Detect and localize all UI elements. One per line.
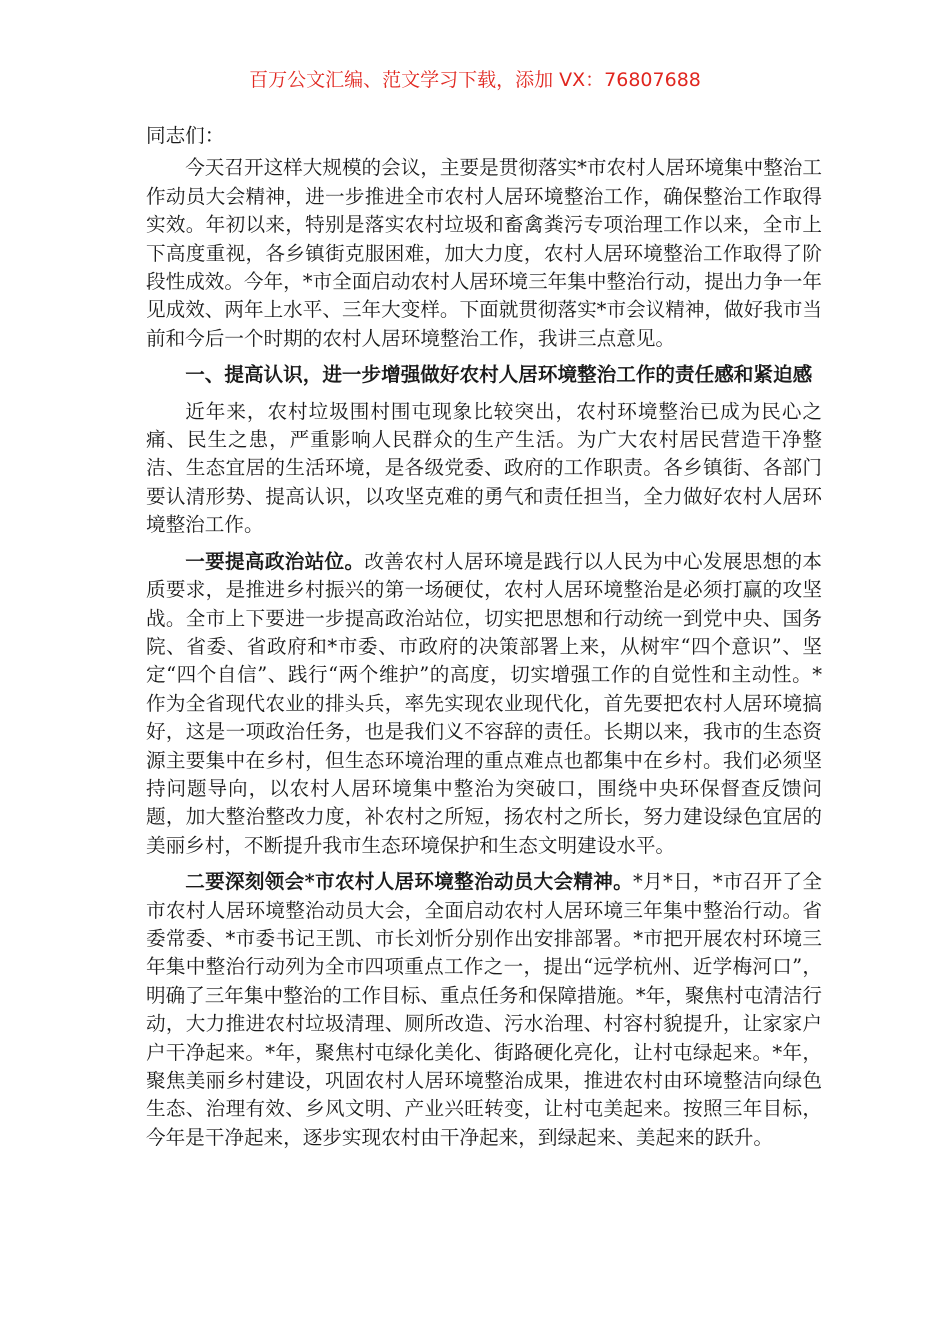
point-one-body: 改善农村人居环境是践行以人民为中心发展思想的本质要求，是推进乡村振兴的第一场硬仗，农村人居环境整治是必须打赢的攻坚战。全市上下要进一步提高政治站位，切实把思想和行动统一到党中央、国务院、省委、省政府和*市委、市政府的决策部署上来，从树牢“四个意识”、坚定“四个自信”、践行“两个维护”的高度，切实增强工作的自觉性和主动性。*作为全省现代农业的排头兵，率先实现农业现代化，首先要把农村人居环境搞好，这是一项政治任务，也是我们义不容辞的责任。长期以来，我市的生态资源主要集中在乡村，但生态环境治理的重点难点也都集中在乡村。我们必须坚持问题导向，以农村人居环境集中整治为突破口，围绕中央环保督查反馈问题，加大整治整改力度，补农村之所短，扬农村之所长，努力建设绿色宜居的美丽乡村，不断提升我市生态环境保护和生态文明建设水平。 [146,549,823,857]
point-two-body: *月*日，*市召开了全市农村人居环境整治动员大会，全面启动农村人居环境三年集中整治行动。省委常委、*市委书记王凯、市长刘忻分别作出安排部署。*市把开展农村环境三年集中整治行动列为全市四项重点工作之一，提出“远学杭州、近学梅河口”，明确了三年集中整治的工作目标、重点任务和保障措施。*年，聚焦村屯清洁行动，大力推进农村垃圾清理、厕所改造、污水治理、村容村貌提升，让家家户户干净起来。*年，聚焦村屯绿化美化、街路硬化亮化，让村屯绿起来。*年，聚焦美丽乡村建设，巩固农村人居环境整治成果，推进农村由环境整洁向绿色生态、治理有效、乡风文明、产业兴旺转变，让村屯美起来。按照三年目标，今年是干净起来，逐步实现农村由干净起来，到绿起来、美起来的跃升。 [146,870,823,1149]
point-one-lead: 一要提高政治站位。 [185,549,365,573]
point-two-paragraph [146,868,822,1152]
intro-paragraph: 今天召开这样大规模的会议，主要是贯彻落实*市农村人居环境集中整治工作动员大会精神，进一步推进全市农村人居环境整治工作，确保整治工作取得实效。年初以来，特别是落实农村垃圾和畜禽粪污专项治理工作以来，全市上下高度重视，各乡镇街克服困难，加大力度，农村人居环境整治工作取得了阶段性成效。今年，*市全面启动农村人居环境三年集中整治行动，提出力争一年见成效、两年上水平、三年大变样。下面就贯彻落实*市会议精神，做好我市当前和今后一个时期的农村人居环境整治工作，我讲三点意见。 [146,156,822,350]
section-heading: 一、提高认识，进一步增强做好农村人居环境整治工作的责任感和紧迫感 [185,363,813,387]
point-one-paragraph [146,548,822,860]
section-paragraph: 近年来，农村垃圾围村围屯现象比较突出，农村环境整治已成为民心之痛、民生之患，严重影响人民群众的生产生活。为广大农村居民营造干净整洁、生态宜居的生活环境，是各级党委、政府的工作职责。各乡镇街、各部门要认清形势、提高认识，以攻坚克难的勇气和责任担当，全力做好农村人居环境整治工作。 [146,399,822,537]
header-banner: 百万公文汇编、范文学习下载，添加 VX：76807688 [249,69,701,91]
point-two-lead: 二要深刻领会*市农村人居环境整治动员大会精神。 [185,870,634,894]
document-body [146,122,822,1160]
salutation: 同志们： [146,124,225,147]
